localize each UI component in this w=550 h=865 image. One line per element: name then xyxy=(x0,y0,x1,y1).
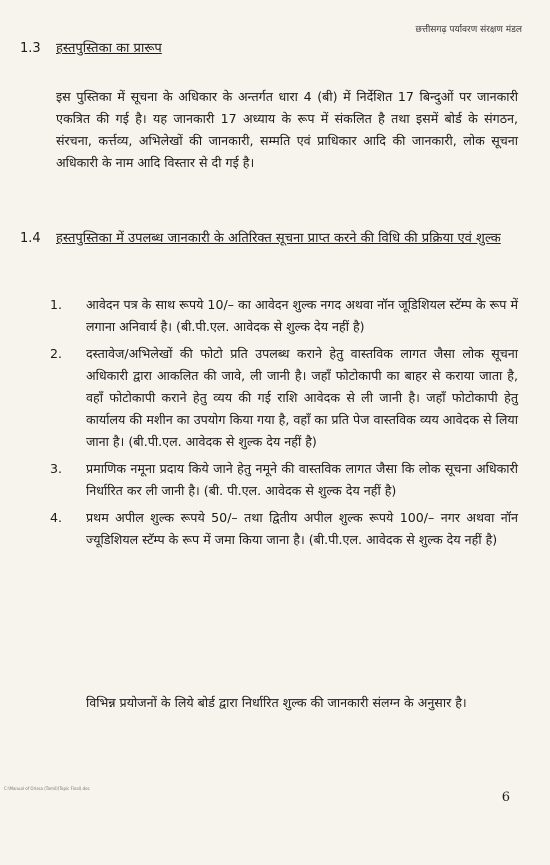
item-number: 4. xyxy=(50,510,63,525)
closing-paragraph: विभिन्न प्रयोजनों के लिये बोर्ड द्वारा निर्धारित शुल्क की जानकारी संलग्न के अनुसार है। xyxy=(86,695,467,710)
section-number: 1.4 xyxy=(20,231,41,246)
section-title: हस्तपुस्तिका का प्रारूप xyxy=(56,41,162,56)
file-path-note: C:\Manual of Orissa (Tamil)(Topic Final).doc xyxy=(4,786,90,791)
item-text: प्रथम अपील शुल्क रूपये 50/– तथा द्वितीय अपील शुल्क रूपये 100/– नगर अथवा नॉन ज्यूडिशियल स्टॅम्प के रूप में जमा किया जाना है। (बी.पी.एल. आवेदक से शुल्क देय नहीं है) xyxy=(86,510,518,547)
fee-procedure-list xyxy=(50,294,518,556)
section-1-4-heading xyxy=(20,228,522,250)
section-1-3-heading xyxy=(20,38,522,60)
item-number: 2. xyxy=(50,346,63,361)
running-header: छत्तीसगढ़ पर्यावरण संरक्षण मंडल xyxy=(415,25,522,35)
item-text: आवेदन पत्र के साथ रूपये 10/– का आवेदन शुल्क नगद अथवा नॉन जूडिशियल स्टॅम्प के रूप में लगाना अनिवार्य है। (बी.पी.एल. आवेदक से शुल्क देय नहीं है) xyxy=(86,297,518,334)
list-item xyxy=(50,507,518,551)
list-item xyxy=(50,343,518,453)
section-title: हस्तपुस्तिका में उपलब्ध जानकारी के अतिरिक्त सूचना प्राप्त करने की विधि की प्रक्रिया एवं शुल्क xyxy=(56,231,501,246)
page-number: 6 xyxy=(501,790,510,805)
list-item xyxy=(50,458,518,502)
item-number: 3. xyxy=(50,461,63,476)
item-number: 1. xyxy=(50,297,63,312)
item-text: प्रमाणिक नमूना प्रदाय किये जाने हेतु नमूने की वास्तविक लागत जैसा कि लोक सूचना अधिकारी निर्धारित कर ली जानी है। (बी. पी.एल. आवेदक से शुल्क देय नहीं है) xyxy=(86,461,518,498)
list-item xyxy=(50,294,518,338)
item-text: दस्तावेज/अभिलेखों की फोटो प्रति उपलब्ध कराने हेतु वास्तविक लागत जैसा लोक सूचना अधिकारी द्वारा आकलित की जावे, ली जानी है। जहाँ फोटोकापी का बाहर से कराया जाता है, वहाँ फोटोकापी कराने हेतु व्यय की गई राशि आवेदक से ली जानी है। जहाँ फोटोकापी हेतु कार्यालय की मशीन का उपयोग किया गया है, वहाँ का प्रति पेज वास्तविक व्यय आवेदक से लिया जाना है। (बी.पी.एल. आवेदक से शुल्क देय नहीं है) xyxy=(86,346,518,449)
section-1-3-paragraph: इस पुस्तिका में सूचना के अधिकार के अन्तर्गत धारा 4 (बी) में निर्देशित 17 बिन्दुओं पर जानकारी एकत्रित की गई है। यह जानकारी 17 अध्याय के रूप में संकलित है तथा इसमें बोर्ड के संगठन, संरचना, कर्त्तव्य, अभिलेखों की जानकारी, सम्मति एवं प्राधिकार आदि की जानकारी, लोक सूचना अधिकारी के नाम आदि विस्तार से दी गई है। xyxy=(56,89,518,170)
section-number: 1.3 xyxy=(20,41,41,56)
